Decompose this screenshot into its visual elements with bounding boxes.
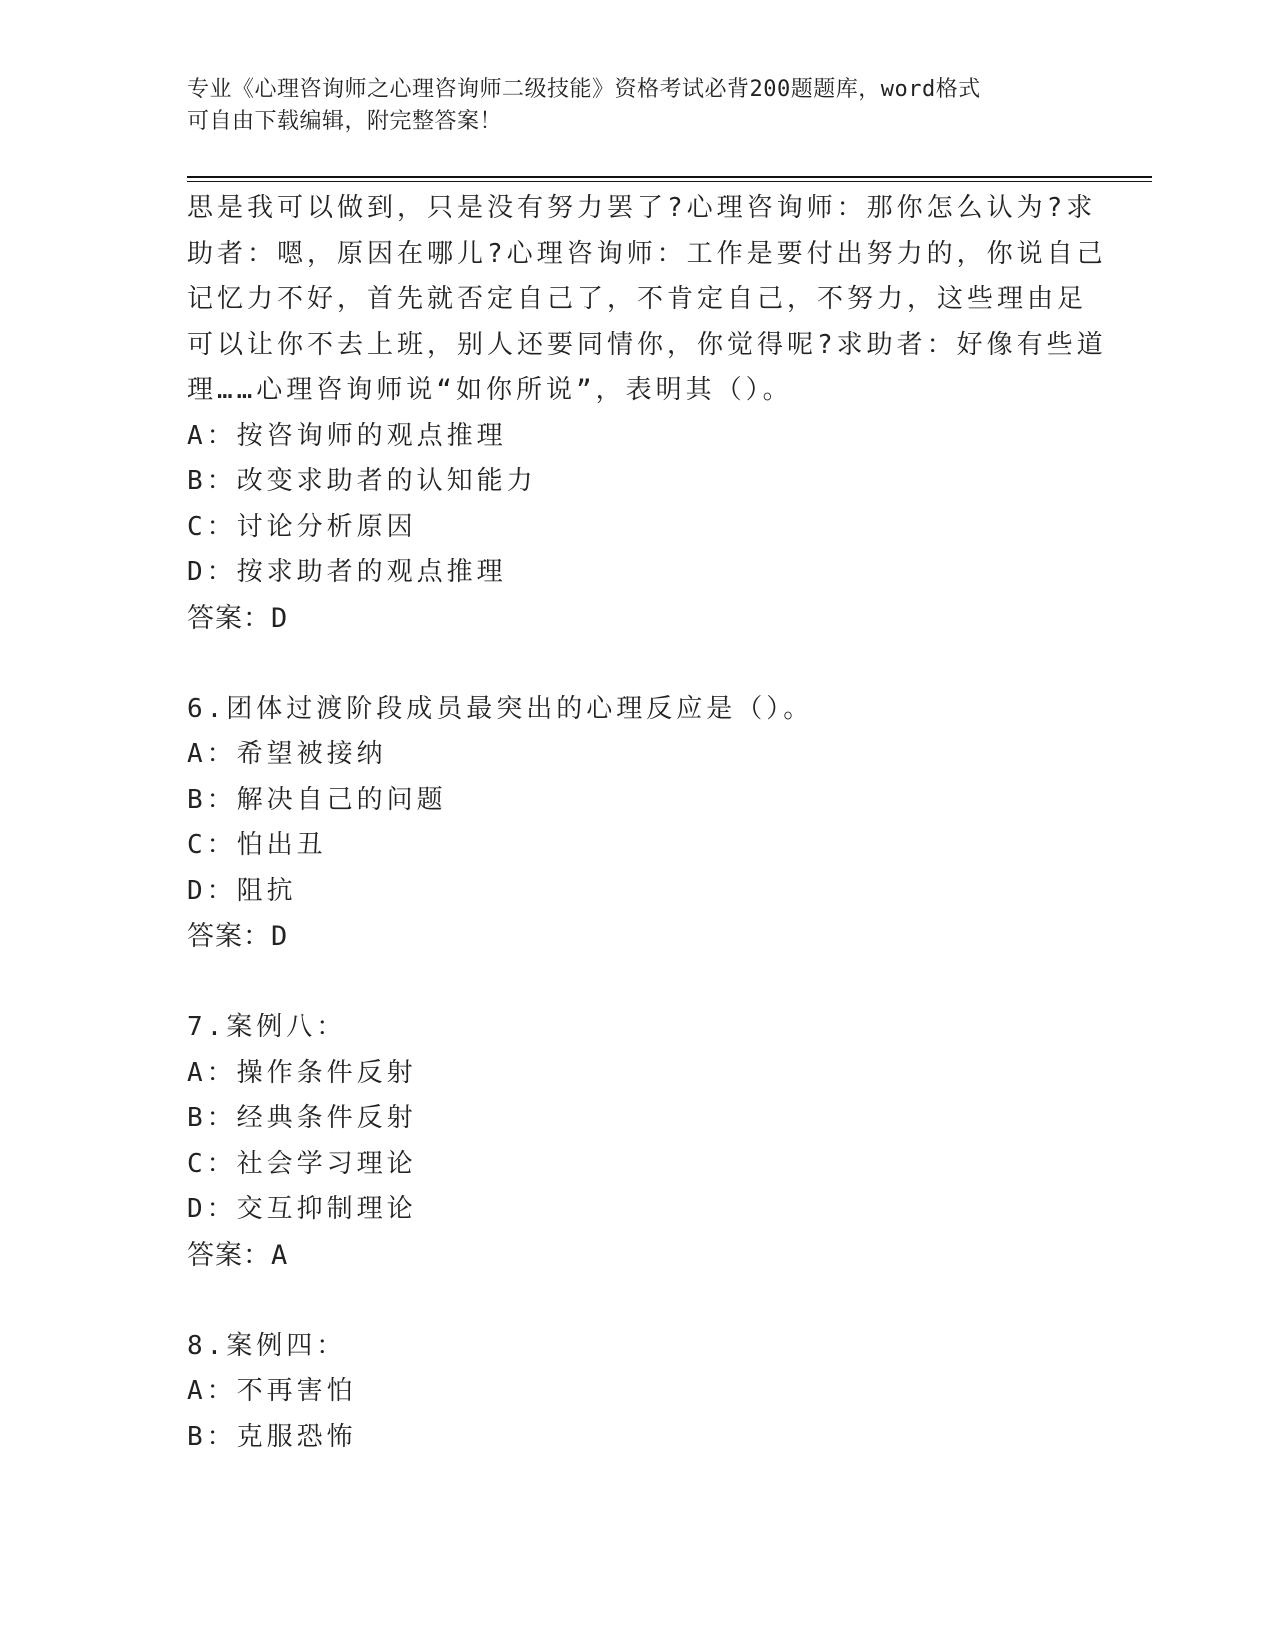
question-stem-line: 思是我可以做到，只是没有努力罢了?心理咨询师：那你怎么认为?求 bbox=[187, 193, 1097, 223]
option-c: C：怕出丑 bbox=[187, 830, 327, 860]
header-title-line-1: 专业《心理咨询师之心理咨询师二级技能》资格考试必背200题题库，word格式 bbox=[187, 77, 981, 102]
option-b: B：解决自己的问题 bbox=[187, 784, 447, 815]
question-stem-line: 记忆力不好，首先就否定自己了，不肯定自己，不努力，这些理由足 bbox=[187, 284, 1088, 314]
question-stem-line: 可以让你不去上班，别人还要同情你，你觉得呢?求助者：好像有些道 bbox=[187, 329, 1107, 360]
option-b: B：改变求助者的认知能力 bbox=[187, 466, 537, 496]
question-content bbox=[187, 186, 1107, 1460]
option-c: C：社会学习理论 bbox=[187, 1148, 417, 1179]
option-a: A：希望被接纳 bbox=[187, 739, 387, 769]
question-8 bbox=[187, 1324, 1087, 1461]
question-7 bbox=[187, 1005, 1087, 1278]
question-spacer bbox=[187, 641, 1087, 687]
header-divider-thick bbox=[187, 176, 1152, 178]
document-header bbox=[187, 74, 1087, 138]
option-d: D：交互抑制理论 bbox=[187, 1194, 417, 1224]
answer: 答案：A bbox=[187, 1239, 289, 1271]
question-stem-line: 理……心理咨询师说“如你所说”，表明其（）。 bbox=[187, 375, 793, 405]
question-5 bbox=[187, 186, 1107, 641]
question-stem: 6.团体过渡阶段成员最突出的心理反应是（）。 bbox=[187, 693, 814, 724]
question-stem-line: 助者：嗯，原因在哪儿?心理咨询师：工作是要付出努力的，你说自己 bbox=[187, 238, 1107, 269]
option-a: A：操作条件反射 bbox=[187, 1057, 417, 1088]
question-stem: 8.案例四： bbox=[187, 1330, 347, 1361]
header-title-line-2: 可自由下载编辑，附完整答案！ bbox=[187, 109, 503, 134]
question-spacer bbox=[187, 960, 1087, 1006]
question-stem: 7.案例八： bbox=[187, 1012, 347, 1042]
option-b: B：克服恐怖 bbox=[187, 1421, 357, 1452]
option-a: A：按咨询师的观点推理 bbox=[187, 420, 507, 451]
question-6 bbox=[187, 687, 1087, 960]
option-a: A：不再害怕 bbox=[187, 1376, 357, 1406]
option-d: D：按求助者的观点推理 bbox=[187, 557, 507, 587]
option-d: D：阻抗 bbox=[187, 875, 297, 906]
header-divider-thin bbox=[187, 181, 1152, 182]
option-c: C：讨论分析原因 bbox=[187, 511, 417, 542]
question-spacer bbox=[187, 1278, 1087, 1324]
answer: 答案：D bbox=[187, 921, 289, 952]
option-b: B：经典条件反射 bbox=[187, 1103, 417, 1133]
answer: 答案：D bbox=[187, 602, 289, 634]
